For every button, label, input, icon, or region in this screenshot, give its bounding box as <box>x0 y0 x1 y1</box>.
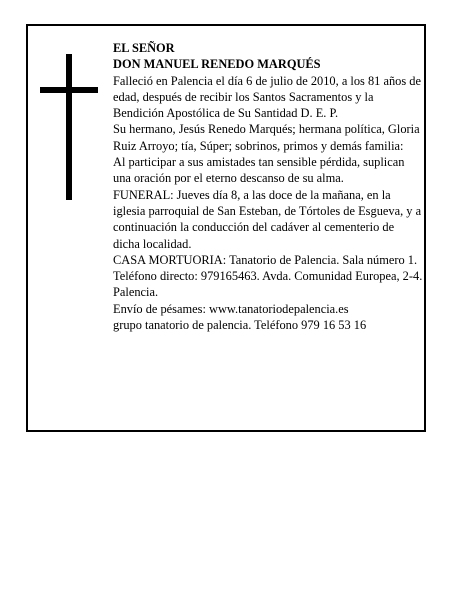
latin-cross-icon <box>40 54 98 200</box>
cross-horizontal-bar <box>40 87 98 93</box>
family-list: Su hermano, Jesús Renedo Marqués; hermana política, Gloria Ruiz Arroyo; tía, Súper; sobrinos, primos y demás familia: <box>113 122 420 153</box>
mortuary-details: CASA MORTUORIA: Tanatorio de Palencia. Sala número 1. Teléfono directo: 979165463. Avda. Comunidad Europea, 2-4. Palencia. <box>113 252 423 300</box>
deceased-name: DON MANUEL RENEDO MARQUÉS <box>113 57 321 72</box>
obituary-text <box>113 40 423 333</box>
condolences-website: Envío de pésames: www.tanatoriodepalencia.es <box>113 301 349 316</box>
title-line-1: EL SEÑOR <box>113 41 175 55</box>
funeral-details: FUNERAL: Jueves día 8, a las doce de la mañana, en la iglesia parroquial de San Esteban, de Tórtoles de Esgueva, y a continuación la conducción del cadáver al cementerio de dicha localidad. <box>113 187 422 251</box>
prayer-request: Al participar a sus amistades tan sensible pérdida, suplican una oración por el eterno descanso de su alma. <box>113 155 405 186</box>
cross-vertical-bar <box>66 54 72 200</box>
funeral-home-phone: grupo tanatorio de palencia. Teléfono 979 16 53 16 <box>113 318 367 333</box>
death-announcement: Falleció en Palencia el día 6 de julio de 2010, a los 81 años de edad, después de recibir los Santos Sacramentos y la Bendición Apostólica de Su Santidad D. E. P. <box>113 73 421 121</box>
obituary-notice <box>26 24 426 432</box>
